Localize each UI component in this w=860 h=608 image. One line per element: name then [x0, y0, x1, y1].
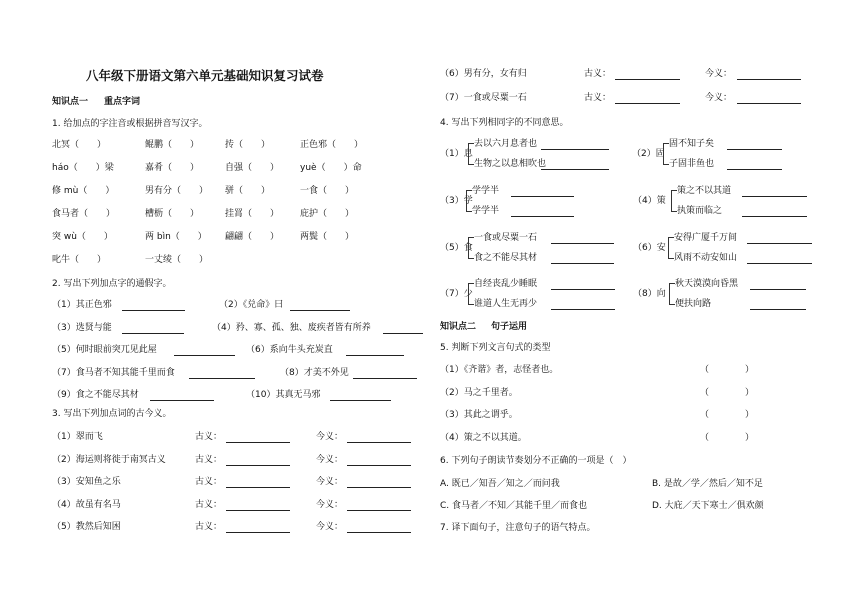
- jin-blank[interactable]: [347, 532, 411, 533]
- q3-item: （5）教然后知困: [52, 522, 121, 532]
- gu-label: 古义：: [584, 69, 612, 79]
- q3-item: （6）男有分，女有归: [440, 69, 527, 79]
- q4-char-label: （4）策: [633, 196, 666, 206]
- q1-title: 1. 给加点的字注音或根据拼音写汉字。: [52, 119, 208, 129]
- q1-item: 骈（ ）: [225, 186, 271, 196]
- q6-option-c: C. 食马者／不知／其能千里／而食也: [440, 501, 588, 511]
- q4-title: 4. 写出下列相同字的不同意思。: [440, 118, 569, 128]
- q6-title: 6. 下列句子朗读节奏划分不正确的一项是（ ）: [440, 456, 632, 466]
- section1-name: 重点字词: [104, 97, 141, 107]
- gu-blank[interactable]: [615, 103, 680, 104]
- answer-blank[interactable]: [511, 216, 574, 217]
- q5-title: 5. 判断下列文言句式的类型: [440, 343, 551, 353]
- answer-blank[interactable]: [551, 243, 614, 244]
- q4-phrase: 策之不以其道: [677, 186, 732, 196]
- jin-blank[interactable]: [347, 510, 411, 511]
- q2-item: （2）《兑命》曰: [219, 300, 284, 310]
- gu-blank[interactable]: [615, 79, 680, 80]
- q1-item: 修 mù（ ）: [52, 186, 115, 196]
- answer-blank[interactable]: [742, 196, 807, 197]
- q1-item: háo（ ）梁: [52, 163, 114, 173]
- q2-item: （9）食之不能尽其材: [52, 390, 139, 400]
- q1-item: 挂罥（ ）: [225, 209, 280, 219]
- answer-blank[interactable]: [541, 149, 609, 150]
- q4-phrase: 风雨不动安如山: [674, 253, 738, 263]
- answer-blank[interactable]: [727, 149, 782, 150]
- q1-item: 翩翩（ ）: [225, 232, 280, 242]
- q4-phrase: 生物之以息相吹也: [474, 159, 547, 169]
- q4-char-label: （7）少: [440, 289, 473, 299]
- answer-blank[interactable]: [330, 400, 391, 401]
- answer-paren: （ ）: [700, 365, 755, 375]
- q4-char-label: （5）食: [440, 243, 473, 253]
- q4-phrase: 安得广厦千万间: [674, 233, 738, 243]
- jin-label: 今义：: [316, 522, 344, 532]
- answer-blank[interactable]: [742, 216, 807, 217]
- section2-label: 知识点二: [440, 322, 477, 332]
- q7-title: 7. 译下面句子，注意句子的语气特点。: [440, 523, 596, 533]
- q5-item: （1）《齐谐》者，志怪者也。: [440, 365, 559, 375]
- answer-blank[interactable]: [750, 309, 806, 310]
- q4-phrase: 学学半: [472, 206, 500, 216]
- gu-blank[interactable]: [226, 487, 290, 488]
- page-title: 八年级下册语文第六单元基础知识复习试卷: [86, 68, 324, 83]
- q1-item: 叱牛（ ）: [52, 255, 107, 265]
- jin-label: 今义：: [316, 477, 344, 487]
- answer-blank[interactable]: [747, 243, 812, 244]
- q4-phrase: 自经丧乱少睡眠: [474, 279, 538, 289]
- answer-blank[interactable]: [383, 333, 423, 334]
- jin-blank[interactable]: [347, 442, 411, 443]
- section1-label: 知识点一: [52, 97, 89, 107]
- q4-phrase: 便扶向路: [675, 299, 712, 309]
- q1-item: 突 wù（ ）: [52, 232, 113, 242]
- jin-label: 今义：: [316, 432, 344, 442]
- q1-item: 正色邪（ ）: [300, 140, 364, 150]
- q1-item: 一食（ ）: [300, 186, 355, 196]
- q4-char-label: （1）息: [440, 149, 473, 159]
- answer-blank[interactable]: [353, 378, 417, 379]
- q2-item: （4）矜、寡、孤、独、废疾者皆有所养: [212, 322, 371, 333]
- answer-blank[interactable]: [747, 263, 812, 264]
- gu-label: 古义：: [195, 499, 223, 510]
- jin-blank[interactable]: [347, 487, 411, 488]
- q4-phrase: 学学半: [472, 186, 500, 196]
- jin-label: 今义：: [705, 93, 733, 103]
- q6-option-b: B. 是故／学／然后／知不足: [652, 479, 763, 489]
- q1-item: 两鬓（ ）: [300, 232, 355, 242]
- answer-paren: （ ）: [700, 432, 755, 443]
- q1-item: 食马者（ ）: [52, 209, 116, 219]
- q4-char-label: （3）学: [440, 196, 473, 206]
- gu-blank[interactable]: [226, 442, 290, 443]
- jin-blank[interactable]: [737, 103, 801, 104]
- answer-blank[interactable]: [346, 355, 404, 356]
- q4-phrase: 一食或尽粟一石: [474, 233, 538, 243]
- gu-label: 古义：: [584, 93, 612, 103]
- q1-item: yuè（ ）命: [300, 163, 362, 173]
- gu-label: 古义：: [195, 454, 223, 465]
- q1-item: 北冥（ ）: [52, 140, 107, 150]
- q3-item: （1）翠而飞: [52, 432, 103, 442]
- q1-item: 槽枥（ ）: [145, 209, 200, 219]
- answer-blank[interactable]: [541, 169, 609, 170]
- gu-blank[interactable]: [226, 510, 290, 511]
- q6-option-d: D. 大庇／天下寒士／俱欢颜: [652, 501, 764, 511]
- q6-option-a: A. 既已／知吾／知之／而问我: [440, 479, 560, 489]
- q4-phrase: 去以六月息者也: [474, 139, 538, 149]
- q4-phrase: 子固非鱼也: [669, 159, 715, 169]
- q2-item: （8）才美不外见: [280, 367, 349, 378]
- answer-blank[interactable]: [174, 355, 235, 356]
- q3-item: （7）一食或尽粟一石: [440, 93, 527, 103]
- jin-label: 今义：: [705, 69, 733, 79]
- answer-blank[interactable]: [122, 310, 185, 311]
- q1-item: 鲲鹏（ ）: [145, 140, 200, 150]
- q4-phrase: 秋天漠漠向昏黑: [675, 279, 739, 289]
- answer-paren: （ ）: [700, 387, 755, 398]
- answer-blank[interactable]: [727, 169, 782, 170]
- section2-name: 句子运用: [491, 322, 528, 332]
- gu-label: 古义：: [195, 432, 223, 442]
- answer-blank[interactable]: [511, 196, 574, 197]
- answer-paren: （ ）: [700, 410, 755, 420]
- jin-blank[interactable]: [737, 79, 801, 80]
- answer-blank[interactable]: [750, 289, 806, 290]
- q2-item: （5）何时眼前突兀见此屋: [52, 345, 157, 355]
- gu-blank[interactable]: [226, 465, 290, 466]
- q4-phrase: 食之不能尽其材: [474, 253, 538, 263]
- q1-item: 嘉肴（ ）: [145, 163, 200, 173]
- answer-blank[interactable]: [551, 263, 614, 264]
- q2-item: （1）其正色邪: [52, 300, 112, 310]
- q1-item: 自强（ ）: [225, 163, 280, 173]
- q1-item: 庇护（ ）: [300, 209, 355, 219]
- q5-item: （3）其此之谓乎。: [440, 410, 518, 420]
- q1-item: 两 bìn（ ）: [145, 232, 207, 242]
- answer-blank[interactable]: [150, 400, 214, 401]
- answer-blank[interactable]: [551, 289, 615, 290]
- q4-char-label: （6）安: [633, 243, 666, 253]
- q4-phrase: 执策而临之: [677, 206, 723, 216]
- q1-item: 抟（ ）: [225, 140, 271, 150]
- q1-item: 一丈绫（ ）: [145, 255, 209, 265]
- q3-item: （2）海运则将徙于南冥古义: [52, 454, 166, 465]
- q2-item: （10）其真无马邪: [246, 390, 321, 400]
- gu-blank[interactable]: [226, 532, 290, 533]
- q4-char-label: （2）固: [632, 149, 665, 159]
- q4-char-label: （8）向: [633, 289, 666, 299]
- jin-blank[interactable]: [347, 465, 411, 466]
- q5-item: （4）策之不以其道。: [440, 432, 527, 443]
- q1-item: 男有分（ ）: [145, 186, 209, 196]
- q3-title: 3. 写出下列加点词的古今义。: [52, 409, 172, 419]
- answer-blank[interactable]: [551, 309, 615, 310]
- q2-item: （3）选贤与能: [52, 322, 112, 333]
- jin-label: 今义：: [316, 499, 344, 510]
- gu-label: 古义：: [195, 522, 223, 532]
- gu-label: 古义：: [195, 477, 223, 487]
- q5-item: （2）马之千里者。: [440, 387, 518, 398]
- q2-title: 2. 写出下列加点字的通假字。: [52, 279, 172, 289]
- q4-phrase: 固不知子矣: [669, 139, 715, 149]
- q2-item: （6）系向牛头充炭直: [246, 345, 333, 355]
- answer-blank[interactable]: [189, 378, 255, 379]
- jin-label: 今义：: [316, 454, 344, 465]
- answer-blank[interactable]: [290, 310, 350, 311]
- answer-blank[interactable]: [122, 333, 184, 334]
- q4-phrase: 谁道人生无再少: [474, 299, 538, 309]
- q3-item: （3）安知鱼之乐: [52, 477, 121, 487]
- q3-item: （4）故虽有名马: [52, 499, 121, 510]
- q2-item: （7）食马者不知其能千里而食: [52, 367, 175, 378]
